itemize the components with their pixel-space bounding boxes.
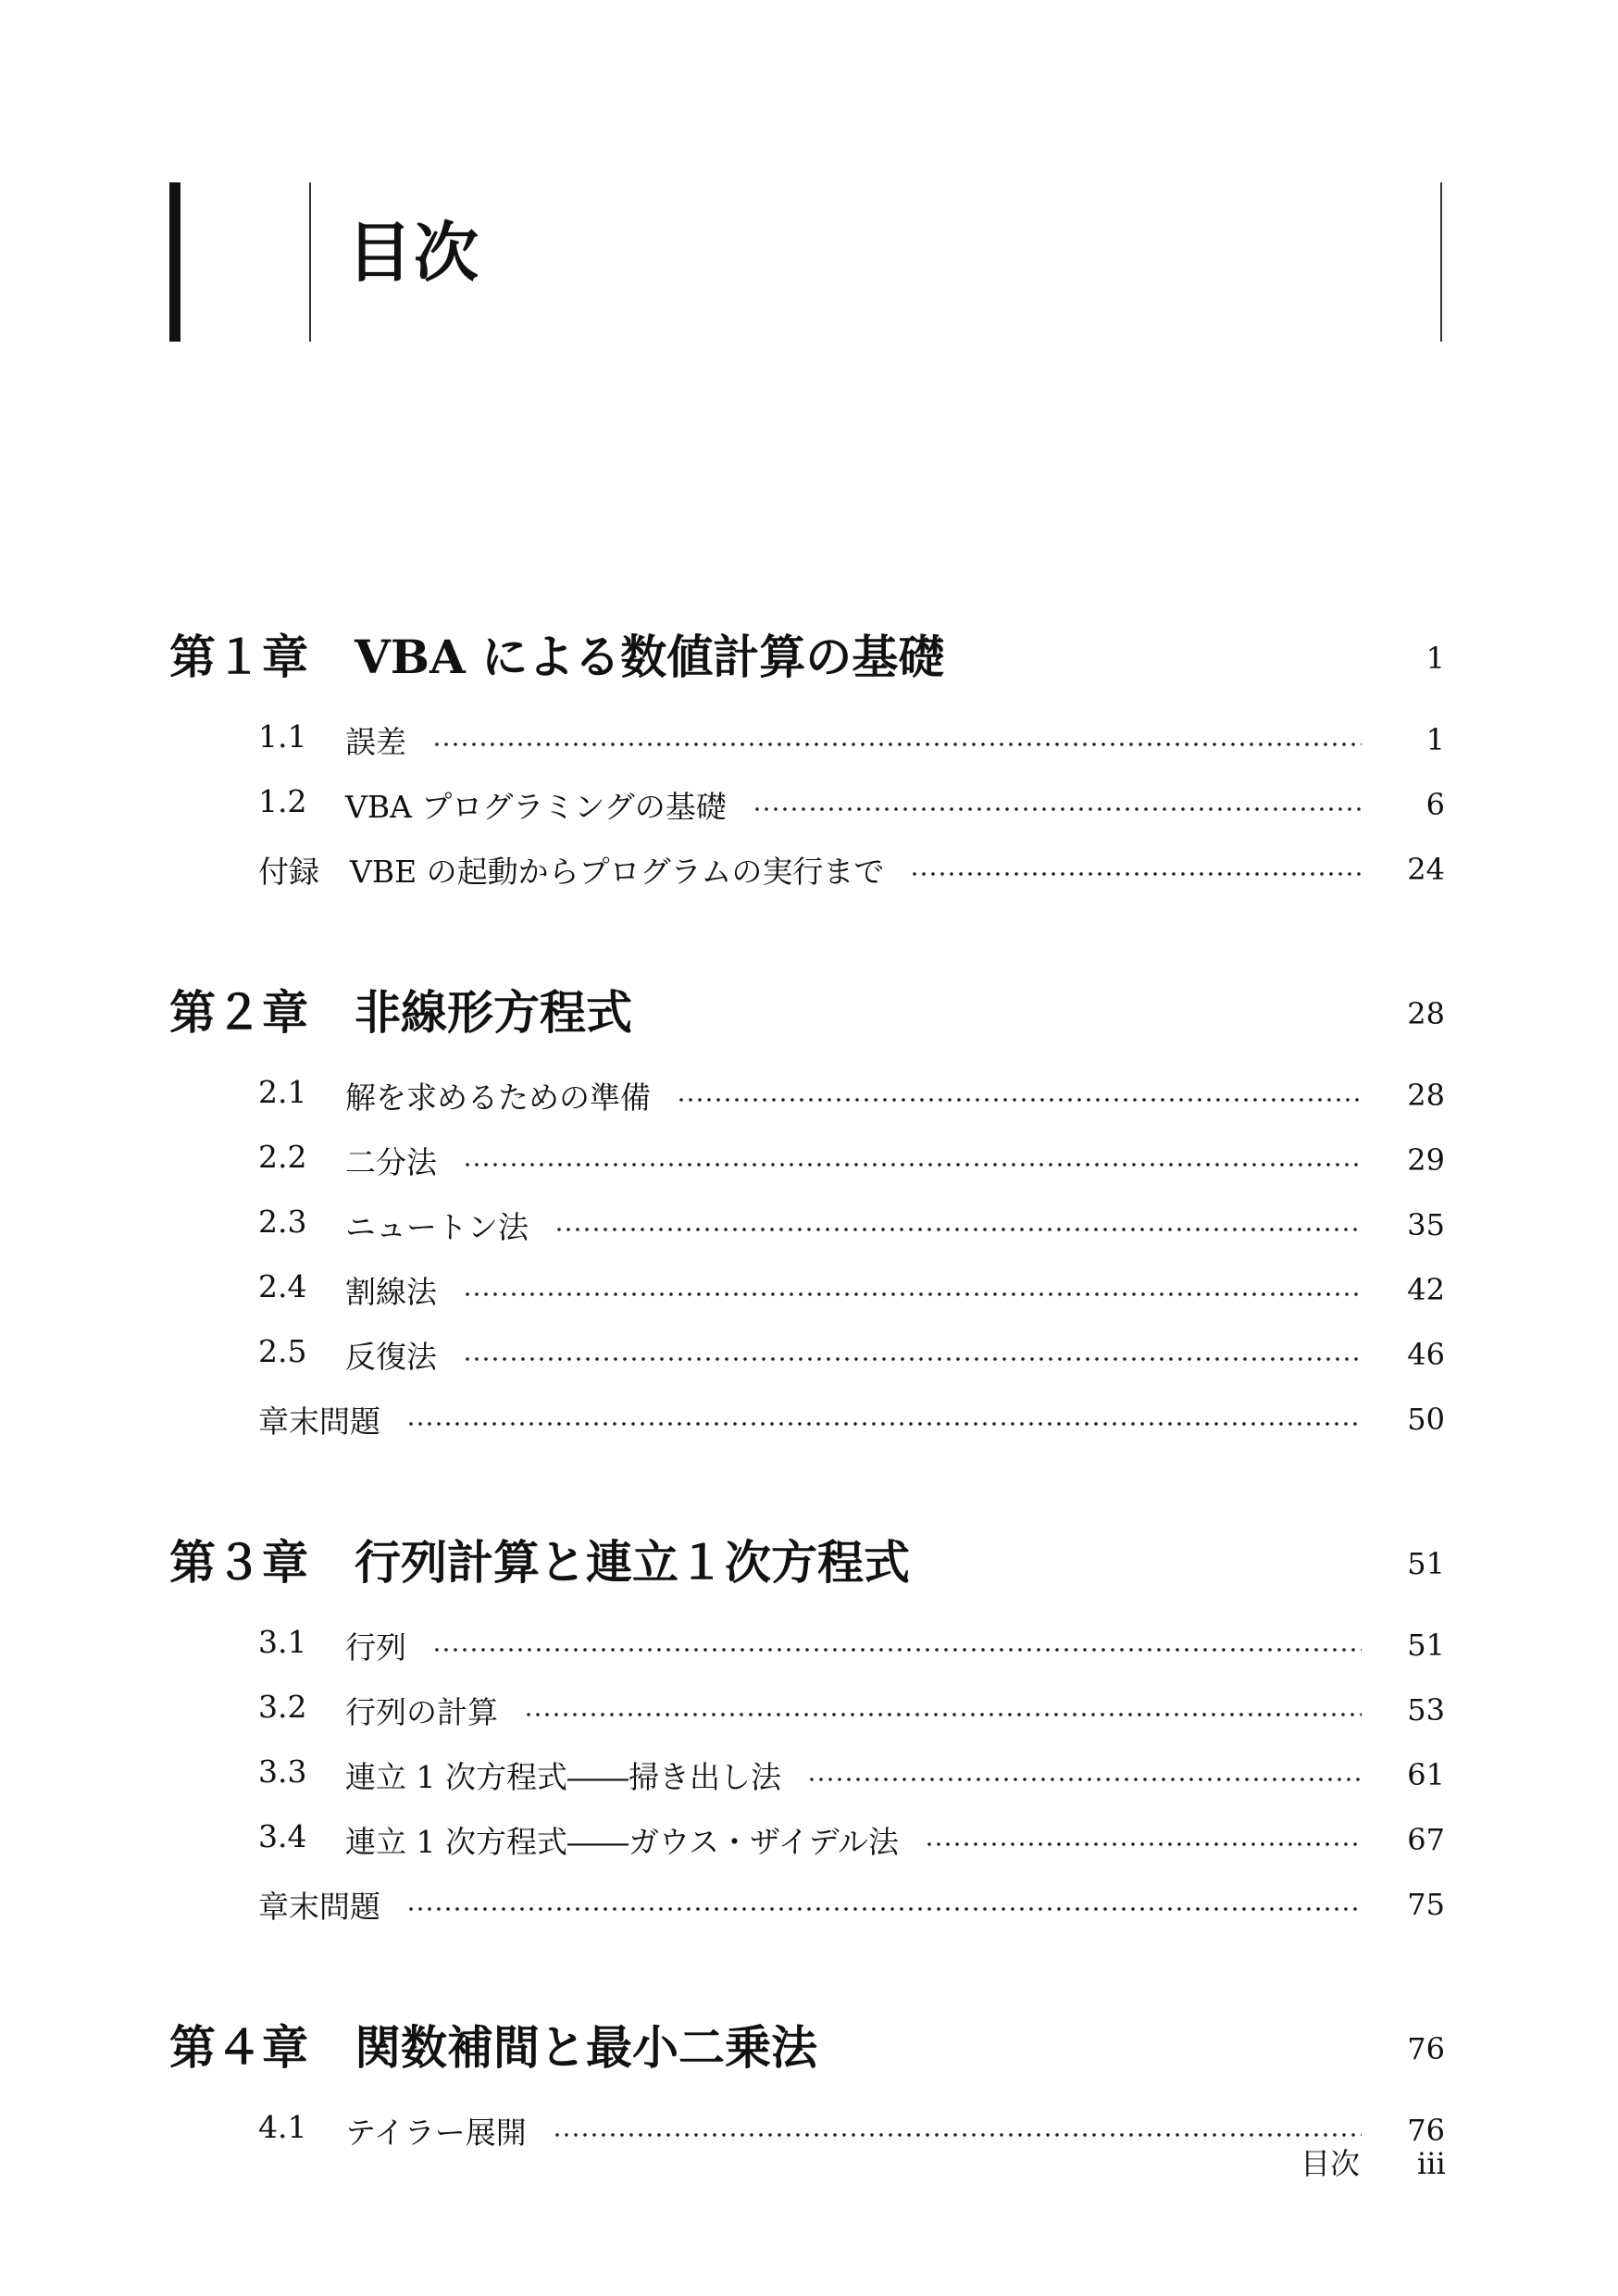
page-title: 目次 [347, 215, 480, 291]
section-title: 連立 1 次方程式――ガウス・ザイデル法 [345, 1824, 900, 1860]
toc-section-2-exercises[interactable] [169, 1392, 1445, 1457]
section-title: 行列 [345, 1629, 406, 1666]
toc-section-3-2[interactable] [169, 1683, 1445, 1748]
toc-section-2-1[interactable] [169, 1068, 1445, 1133]
chapter-number: 第１章 [169, 630, 308, 684]
page-footer [1301, 2140, 1446, 2183]
dot-leader [807, 1777, 1362, 1782]
section-page: 67 [1407, 1822, 1445, 1857]
section-title: ニュートン法 [345, 1209, 529, 1245]
dot-leader [463, 1162, 1362, 1167]
section-number: 1.1 [258, 718, 307, 755]
dot-leader [910, 871, 1362, 877]
section-title: 章末問題 [258, 1889, 380, 1925]
section-number: 3.3 [258, 1753, 307, 1790]
section-number: 3.2 [258, 1689, 307, 1725]
chapter-number: 第２章 [169, 985, 308, 1040]
toc-section-1-2[interactable] [169, 778, 1445, 842]
toc-chapter-3[interactable] [169, 1516, 1445, 1618]
dot-leader [553, 2132, 1362, 2138]
section-title: 付録 VBE の起動からプログラムの実行まで [258, 854, 885, 890]
toc-chapter-1[interactable] [169, 611, 1445, 713]
toc-section-3-exercises[interactable] [169, 1878, 1445, 1942]
section-page: 50 [1407, 1402, 1445, 1437]
section-page: 28 [1407, 1078, 1445, 1113]
section-number: 2.4 [258, 1268, 307, 1304]
toc-chapter-4[interactable] [169, 2002, 1445, 2103]
section-title: 誤差 [345, 724, 406, 760]
title-bar-thin-left [309, 182, 311, 342]
toc-section-2-2[interactable] [169, 1133, 1445, 1198]
dot-leader [432, 1647, 1362, 1653]
section-number: 2.2 [258, 1139, 307, 1175]
chapter-page: 1 [1425, 641, 1445, 676]
footer-page-number: iii [1417, 2146, 1446, 2181]
section-number: 3.1 [258, 1624, 307, 1660]
chapter-page: 51 [1407, 1546, 1445, 1581]
chapter-title: 関数補間と最小二乗法 [355, 2020, 817, 2075]
table-of-contents [169, 611, 1445, 2168]
dot-leader [753, 806, 1362, 812]
chapter-title: VBA による数値計算の基礎 [355, 630, 945, 684]
dot-leader [432, 742, 1362, 747]
title-bar-thin-right [1440, 182, 1442, 342]
section-page: 24 [1407, 852, 1445, 887]
dot-leader [406, 1906, 1362, 1912]
chapter-title: 非線形方程式 [355, 985, 632, 1040]
section-page: 61 [1407, 1757, 1445, 1792]
toc-section-3-4[interactable] [169, 1813, 1445, 1878]
section-title: 連立 1 次方程式――掃き出し法 [345, 1759, 781, 1795]
toc-section-2-4[interactable] [169, 1263, 1445, 1328]
toc-section-2-5[interactable] [169, 1328, 1445, 1392]
section-number: 4.1 [258, 2109, 307, 2145]
section-page: 76 [1407, 2113, 1445, 2148]
section-number: 2.3 [258, 1204, 307, 1240]
dot-leader [554, 1227, 1362, 1232]
section-title: 解を求めるための準備 [345, 1079, 651, 1116]
chapter-title: 行列計算と連立１次方程式 [355, 1535, 910, 1590]
section-number: 1.2 [258, 783, 307, 819]
chapter-number: 第３章 [169, 1535, 308, 1590]
toc-section-appendix[interactable] [169, 842, 1445, 907]
section-title: 割線法 [345, 1274, 437, 1310]
dot-leader [406, 1421, 1362, 1427]
dot-leader [925, 1841, 1362, 1847]
section-page: 46 [1407, 1337, 1445, 1372]
toc-section-3-1[interactable] [169, 1618, 1445, 1683]
section-title: 二分法 [345, 1144, 437, 1180]
section-page: 6 [1425, 787, 1445, 822]
toc-section-2-3[interactable] [169, 1198, 1445, 1263]
footer-label: 目次 [1301, 2146, 1361, 2181]
toc-section-4-1[interactable] [169, 2103, 1445, 2168]
chapter-number: 第４章 [169, 2020, 308, 2075]
dot-leader [524, 1712, 1362, 1717]
section-number: 3.4 [258, 1818, 307, 1854]
section-number: 2.5 [258, 1333, 307, 1369]
section-page: 1 [1425, 722, 1445, 757]
dot-leader [677, 1097, 1362, 1103]
dot-leader [463, 1292, 1362, 1297]
chapter-page: 28 [1407, 996, 1445, 1031]
section-page: 29 [1407, 1142, 1445, 1178]
section-number: 2.1 [258, 1074, 307, 1110]
section-title: VBA プログラミングの基礎 [345, 789, 727, 825]
dot-leader [463, 1356, 1362, 1362]
section-title: 章末問題 [258, 1404, 380, 1440]
title-bar-thick [169, 182, 180, 342]
section-title: 行列の計算 [345, 1694, 498, 1730]
section-page: 53 [1407, 1692, 1445, 1728]
toc-chapter-2[interactable] [169, 967, 1445, 1068]
toc-section-1-1[interactable] [169, 713, 1445, 778]
chapter-page: 76 [1407, 2031, 1445, 2066]
section-page: 75 [1407, 1887, 1445, 1922]
toc-section-3-3[interactable] [169, 1748, 1445, 1813]
section-page: 35 [1407, 1207, 1445, 1242]
section-title: 反復法 [345, 1339, 437, 1375]
section-page: 42 [1407, 1272, 1445, 1307]
section-page: 51 [1407, 1628, 1445, 1663]
section-title: テイラー展開 [345, 2115, 527, 2151]
